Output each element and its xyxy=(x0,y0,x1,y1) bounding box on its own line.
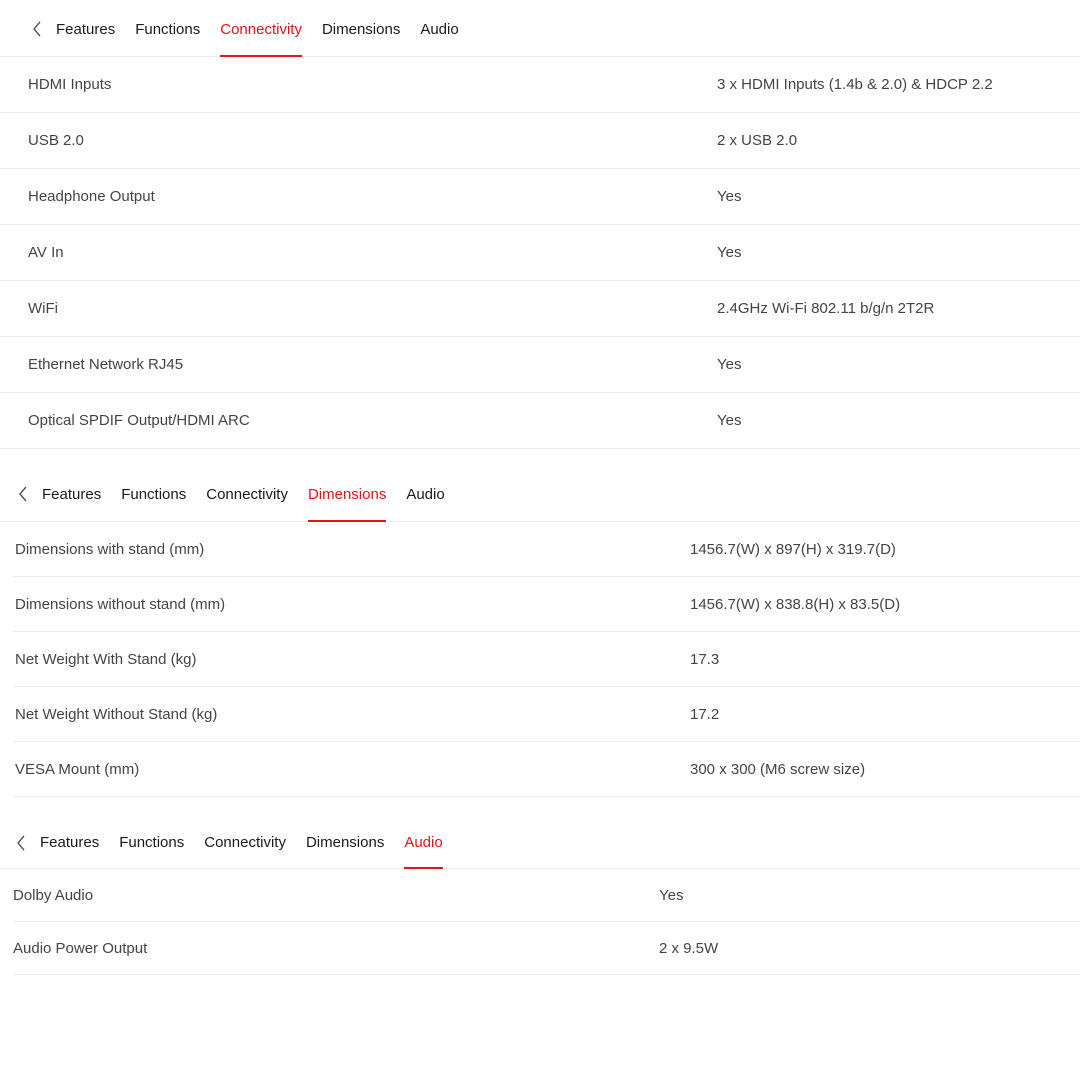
tab-features[interactable]: Features xyxy=(56,20,116,38)
spec-value: Yes xyxy=(659,886,684,904)
spec-row xyxy=(13,922,1080,975)
spec-value: 1456.7(W) x 838.8(H) x 83.5(D) xyxy=(690,595,901,613)
spec-label: USB 2.0 xyxy=(28,132,84,149)
spec-row xyxy=(13,742,1080,797)
spec-label: Audio Power Output xyxy=(13,939,148,957)
tab-features[interactable]: Features xyxy=(42,485,102,503)
spec-table xyxy=(13,869,1080,975)
spec-row xyxy=(13,577,1080,632)
spec-value: 1456.7(W) x 897(H) x 319.7(D) xyxy=(690,540,896,558)
spec-label: AV In xyxy=(28,244,64,261)
tab-dimensions[interactable]: Dimensions xyxy=(321,20,401,38)
spec-row xyxy=(13,522,1080,577)
chevron-left-icon xyxy=(16,835,26,851)
tab-connectivity[interactable]: Connectivity xyxy=(206,485,288,503)
spec-row xyxy=(0,57,1080,113)
connectivity-spec-section xyxy=(0,2,1080,449)
chevron-left-icon xyxy=(32,21,42,37)
spec-value: 300 x 300 (M6 screw size) xyxy=(690,760,866,778)
spec-tab-bar xyxy=(0,467,1080,522)
back-button[interactable] xyxy=(10,828,32,858)
back-button[interactable] xyxy=(12,479,34,509)
tab-functions[interactable]: Functions xyxy=(121,485,187,503)
spec-row xyxy=(0,113,1080,169)
tab-features[interactable]: Features xyxy=(40,834,100,851)
tab-audio[interactable]: Audio xyxy=(404,817,442,868)
dimensions-spec-section xyxy=(0,467,1080,797)
spec-table xyxy=(13,522,1080,797)
spec-row xyxy=(0,225,1080,281)
spec-value: 17.3 xyxy=(690,650,720,668)
spec-row xyxy=(13,869,1080,922)
spec-value: Yes xyxy=(717,412,742,429)
spec-label: WiFi xyxy=(28,300,58,317)
spec-value: Yes xyxy=(717,244,742,261)
spec-value: 17.2 xyxy=(690,705,720,723)
spec-row xyxy=(13,632,1080,687)
tab-connectivity[interactable]: Connectivity xyxy=(204,834,286,851)
tab-functions[interactable]: Functions xyxy=(135,20,201,38)
spec-row xyxy=(0,169,1080,225)
spec-tab-bar xyxy=(0,2,1080,57)
spec-label: Net Weight Without Stand (kg) xyxy=(15,705,218,723)
spec-row xyxy=(0,393,1080,449)
tab-audio[interactable]: Audio xyxy=(406,485,445,503)
tab-connectivity[interactable]: Connectivity xyxy=(220,2,302,56)
spec-value: 2 x USB 2.0 xyxy=(717,132,798,149)
spec-label: VESA Mount (mm) xyxy=(15,760,140,778)
spec-label: Ethernet Network RJ45 xyxy=(28,356,184,373)
tab-audio[interactable]: Audio xyxy=(420,20,459,38)
spec-label: Dimensions without stand (mm) xyxy=(15,595,226,613)
spec-row xyxy=(0,337,1080,393)
spec-label: Optical SPDIF Output/HDMI ARC xyxy=(28,412,250,429)
back-button[interactable] xyxy=(26,14,48,44)
audio-spec-section xyxy=(0,817,1080,975)
spec-value: 2 x 9.5W xyxy=(659,939,719,957)
spec-label: Headphone Output xyxy=(28,188,155,205)
tab-dimensions[interactable]: Dimensions xyxy=(308,467,386,521)
spec-value: 3 x HDMI Inputs (1.4b & 2.0) & HDCP 2.2 xyxy=(717,76,993,93)
tab-functions[interactable]: Functions xyxy=(119,834,185,851)
spec-value: Yes xyxy=(717,188,742,205)
spec-row xyxy=(0,281,1080,337)
spec-row xyxy=(13,687,1080,742)
spec-label: Dimensions with stand (mm) xyxy=(15,540,205,558)
spec-label: Net Weight With Stand (kg) xyxy=(15,650,197,668)
spec-value: Yes xyxy=(717,356,742,373)
chevron-left-icon xyxy=(18,486,28,502)
spec-label: Dolby Audio xyxy=(13,886,94,904)
spec-label: HDMI Inputs xyxy=(28,76,112,93)
tab-dimensions[interactable]: Dimensions xyxy=(305,834,385,851)
spec-tab-bar xyxy=(0,817,1080,869)
spec-value: 2.4GHz Wi-Fi 802.11 b/g/n 2T2R xyxy=(717,300,935,317)
spec-table xyxy=(0,57,1080,449)
